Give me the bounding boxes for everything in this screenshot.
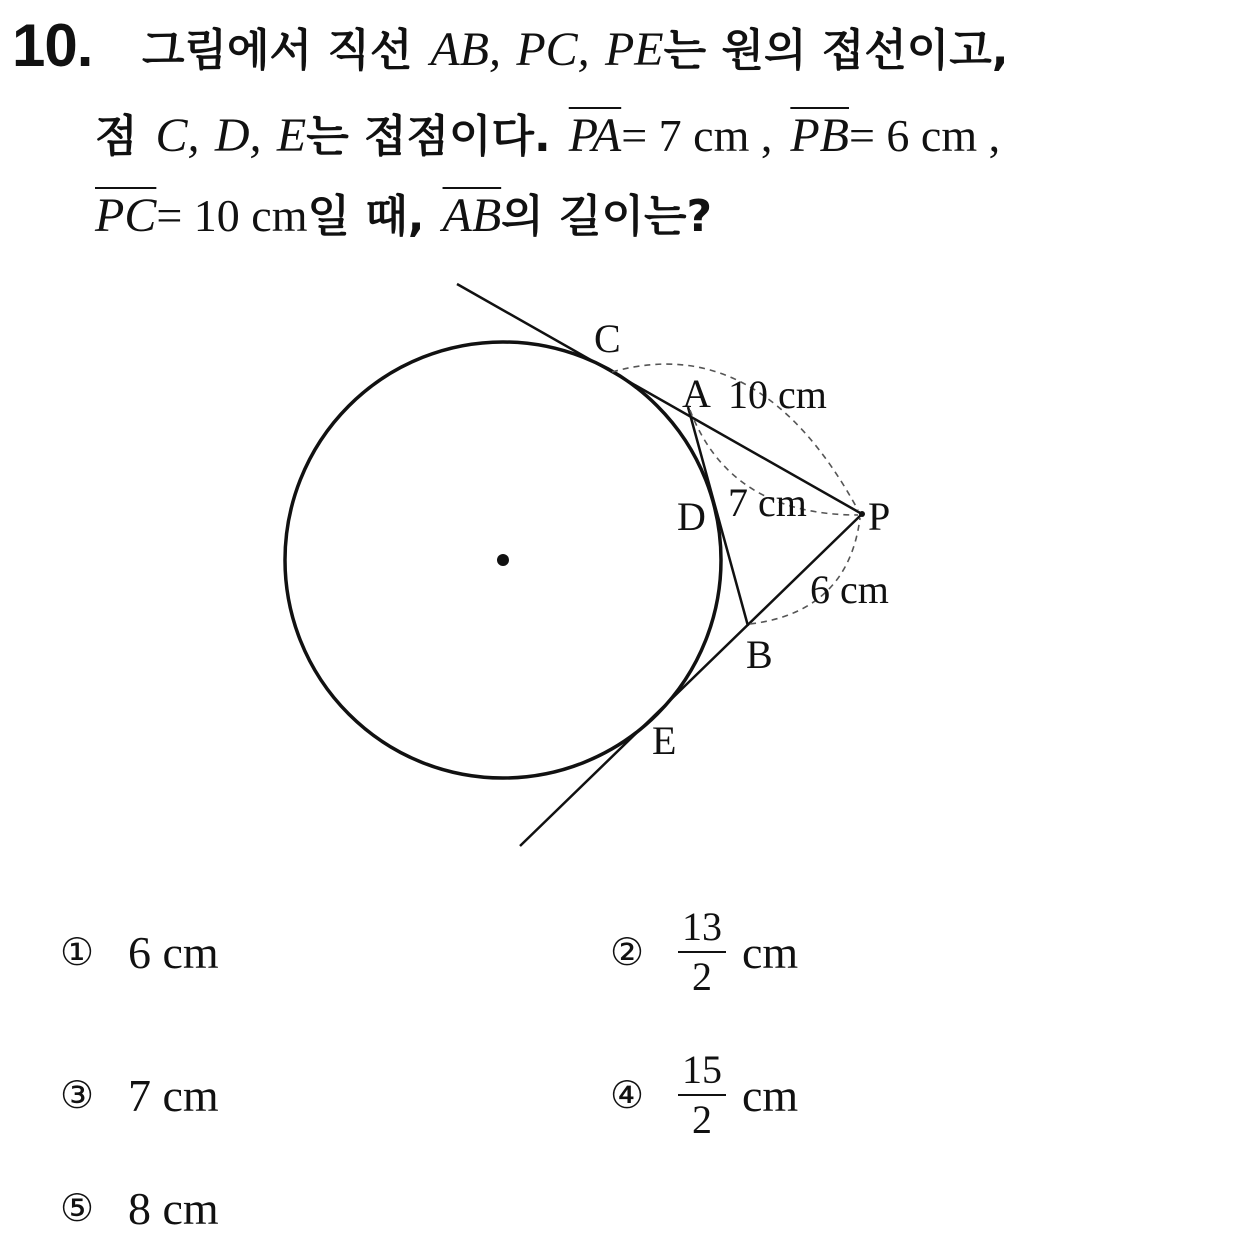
question-text: 는 원의 접선이고, (663, 25, 1009, 76)
question-text: 의 길이는? (501, 191, 713, 242)
segment-ab: $\overline{AB}$ (442, 189, 502, 242)
circle-center-dot (497, 554, 509, 566)
fraction-numerator: 13 (678, 907, 726, 953)
question-number: 10. (12, 12, 93, 79)
label-b: B (746, 632, 773, 677)
math-line-pe: PE (604, 23, 664, 76)
choice-4[interactable] (610, 1047, 799, 1142)
measure-pa: 7 cm (728, 480, 807, 525)
choice-2[interactable] (610, 904, 799, 999)
choice-unit: cm (742, 926, 799, 978)
fraction (678, 904, 726, 999)
fraction-denominator: 2 (692, 954, 712, 999)
segment-pa: $\overline{PA}$ (568, 109, 622, 162)
math-point-d: D (214, 109, 250, 162)
question-text: 그림에서 직선 (142, 25, 413, 76)
fraction-denominator: 2 (692, 1097, 712, 1142)
measure-pb: 6 cm (810, 567, 889, 612)
segment-pc: $\overline{PC}$ (95, 189, 157, 242)
label-a: A (682, 371, 711, 416)
segment-pb-value: = 6 cm , (848, 110, 1001, 161)
fraction (678, 1047, 726, 1142)
choice-number: ② (610, 930, 645, 974)
choice-5[interactable] (60, 1168, 219, 1248)
math-line-pc: PC (516, 23, 578, 76)
choice-1[interactable] (60, 912, 219, 992)
choice-value: 8 cm (128, 1182, 219, 1234)
measure-pc: 10 cm (728, 372, 827, 417)
choice-number: ④ (610, 1073, 645, 1117)
math-comma: , (249, 109, 262, 162)
tangent-line-pe (520, 514, 862, 846)
choice-value: 6 cm (128, 926, 219, 978)
question-text: 점 (95, 111, 138, 162)
choice-unit: cm (742, 1069, 799, 1121)
label-d: D (677, 494, 706, 539)
choice-number: ① (60, 930, 95, 974)
question-text: 일 때, (307, 191, 425, 242)
question-text: 는 접점이다. (306, 111, 551, 162)
math-comma: , (488, 23, 501, 76)
choice-3[interactable] (60, 1055, 219, 1135)
label-e: E (652, 718, 677, 763)
segment-pc-value: = 10 cm (156, 190, 308, 241)
math-comma: , (577, 23, 590, 76)
segment-pb: $\overline{PB}$ (790, 109, 849, 162)
math-line-ab: AB (430, 23, 489, 76)
label-c: C (594, 316, 621, 361)
math-point-c: C (155, 109, 188, 162)
point-p-dot (859, 511, 865, 517)
segment-pa-value: = 7 cm , (621, 110, 773, 161)
math-point-e: E (276, 109, 307, 162)
choice-value: 7 cm (128, 1069, 219, 1121)
choice-number: ③ (60, 1073, 95, 1117)
fraction-numerator: 15 (678, 1050, 726, 1096)
label-p: P (868, 494, 891, 539)
choice-number: ⑤ (60, 1186, 95, 1230)
math-comma: , (187, 109, 200, 162)
